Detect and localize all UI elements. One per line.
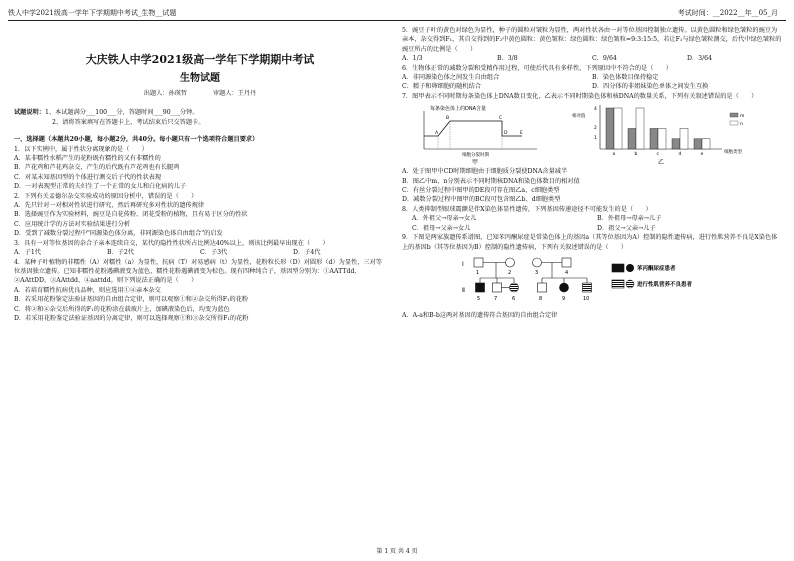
- question-stem: 2．下列有关孟德尔杂交实验成功的原因分析中，错误的是（ ）: [14, 192, 198, 200]
- setter: 出题人：孙瑛哲: [143, 90, 188, 97]
- bar-m-b: [628, 129, 636, 150]
- right-column: [402, 26, 782, 321]
- option: C．9/64: [592, 55, 617, 63]
- bar-n-d: [680, 129, 688, 150]
- option: A．先只针对一对相对性状进行研究，然后再研究多对性状的遗传规律: [14, 202, 205, 210]
- exam-subtitle: 生物试题: [180, 73, 220, 84]
- option: A．处于图甲中CD时期细胞由于细胞质分裂使DNA含量减半: [402, 168, 568, 176]
- generation-label-1: Ⅰ: [462, 260, 464, 268]
- figure-b-caption: 乙: [658, 159, 665, 166]
- figure-row: [402, 103, 782, 165]
- question-3: [14, 239, 386, 258]
- option: B．染色体数目保持稳定: [592, 74, 659, 82]
- exam-title: 大庆铁人中学2021级高一学年下学期期中考试: [85, 53, 315, 66]
- id-7: 7: [494, 295, 498, 302]
- option: D．祖父→父亲→儿子: [597, 224, 656, 232]
- x-tick-b: b: [634, 152, 638, 158]
- individual-6: [510, 283, 519, 292]
- option: A．外祖父→母亲→女儿: [412, 215, 477, 223]
- option: A．A-a和B-b这两对基因的遗传符合基因的自由组合定律: [402, 312, 558, 320]
- question-stem: 1．以下实例中，属于性状分离现象的是（ ）: [14, 145, 148, 153]
- question-9: [402, 233, 782, 321]
- option: B．芦花鸡和芦花鸡杂交，产生的后代既有芦花鸡也有长腿鸡: [14, 164, 180, 172]
- bar-n-c: [658, 129, 666, 150]
- legend-label-pku: 苯丙酮尿症患者: [637, 265, 676, 272]
- bar-m-a: [606, 108, 614, 149]
- question-4: [14, 258, 386, 324]
- question-stem: 9．下图是两家族遗传系谱图，已知苯丙酮尿症是常染色体上的基因a（其等位基因为A）控制的隐性遗传病，进行性肌营养不良是X染色体上的基因b（其等位基因为B）控制的隐性遗传病，下列有关叙述错误的是（ ）: [402, 234, 778, 251]
- id-4: 4: [565, 269, 569, 276]
- legend-label-n: n: [740, 122, 743, 128]
- figure-a-title: 每条染色体上的DNA含量: [430, 106, 487, 113]
- option-row: [402, 214, 782, 223]
- generation-label-2: Ⅱ: [462, 286, 465, 294]
- bar-n-b: [636, 108, 644, 149]
- option: B．若采用花粉鉴定法验证基因的自由组合定律，则可以观察①和②杂交所得F₁的花粉: [14, 296, 249, 304]
- id-8: 8: [539, 295, 543, 302]
- legend-label-dmd: 进行性肌营养不良患者: [637, 281, 693, 288]
- legend-swatch-m: [730, 113, 738, 117]
- point-label-c: C: [499, 116, 503, 122]
- option: C．对某未知基因型的个体进行测交后子代的性状表现: [14, 173, 162, 181]
- question-stem: 3．具有一对等位基因的杂合子亲本连续自交，某代的隐性性状所占比例达40%以上，则该比例最早出现在（ ）: [14, 239, 329, 247]
- id-9: 9: [562, 295, 566, 302]
- exam-notes: [14, 108, 386, 127]
- point-label-b: B: [446, 116, 450, 122]
- id-5: 5: [477, 295, 481, 302]
- page-footer: 第 1 页 共 4 页: [376, 548, 418, 555]
- legend-swatch-dmd-female: [626, 280, 634, 288]
- x-tick-c: c: [656, 152, 659, 158]
- figure-a-caption: 甲: [472, 159, 479, 166]
- notes-line1: 1、本试题满分___100___分，答题时间___90___分钟。: [44, 109, 199, 117]
- option-row: [402, 54, 782, 63]
- legend-swatch-pku-female: [626, 264, 634, 272]
- bar-m-c: [650, 129, 658, 150]
- figure-b-bar-chart: [572, 103, 772, 165]
- option: C．精子和卵细胞的随机结合: [402, 83, 481, 91]
- option: D．若采用花粉鉴定法验证基因的分离定律，则可以选择观察①和③杂交所得F₁的花粉: [14, 314, 249, 322]
- option-row: [402, 82, 782, 91]
- question-8: [402, 205, 782, 233]
- individual-5: [476, 283, 485, 292]
- x-tick-d: d: [678, 152, 682, 158]
- option-row: [402, 224, 782, 233]
- question-6: [402, 64, 782, 92]
- individual-4: [562, 258, 571, 267]
- option: A．1/3: [402, 55, 423, 63]
- figure-a-line-graph: [402, 103, 552, 165]
- figure-b-bars: [606, 108, 710, 157]
- individual-2: [506, 258, 515, 267]
- point-label-d: D: [504, 131, 508, 137]
- id-2: 2: [508, 269, 512, 276]
- question-stem: 5．豌豆子叶的黄色对绿色为显性，种子的圆粒对皱粒为显性，两对性状各由一对等位基因控制独立遗传。以黄色圆粒和绿色皱粒的豌豆为亲本，杂交得到F₁，其自交得到的F₂中黄色圆粒：黄色皱粒：绿色圆粒：绿色皱粒=9:3:15:5，若让F₁与绿色皱粒测交，后代中绿色皱粒的豌豆所占的比例是（ ）: [402, 27, 782, 53]
- option: D．3/64: [687, 55, 713, 63]
- legend-swatch-dmd: [612, 280, 624, 288]
- option: B．图乙中m、n分别表示不同时期核DNA和染色体数目的相对值: [402, 177, 580, 185]
- option: C．子3代: [200, 249, 228, 257]
- point-label-e: E: [520, 131, 523, 137]
- id-3: 3: [535, 269, 539, 276]
- bar-n-a: [614, 108, 622, 149]
- notes-line2: 2、请将答案填写在答题卡上，考试结束后只交答题卡。: [52, 118, 205, 126]
- individual-3: [533, 258, 542, 267]
- id-10: 10: [583, 295, 590, 302]
- option: D．减数分裂过程中图甲的BC段可包含图乙b、d细胞类型: [402, 196, 561, 204]
- individual-10: [583, 283, 592, 292]
- option: D．一对表现型正常的夫妇生了一个正常的女儿和白化病的儿子: [14, 183, 187, 191]
- option: C．应用统计学的方法对实验结果进行分析: [14, 220, 131, 228]
- option: B．外祖母→母亲→儿子: [597, 215, 662, 223]
- question-stem: 8．人类抑制型眼球震颤是伴X染色体显性遗传，下列基因传递途径不可能发生的是（ ）: [402, 205, 652, 213]
- option-row: [14, 248, 386, 257]
- question-stem: 7．图甲表示不同时期每条染色体上DNA数目变化，乙表示不同时期染色体和核DNA的数量关系，下列有关叙述错误的是（ ）: [402, 92, 758, 100]
- individual-8: [538, 283, 547, 292]
- figure-b-ylabel: 相对值: [572, 114, 586, 120]
- pedigree-chart: [402, 254, 782, 306]
- exam-meta: [14, 89, 386, 98]
- option: A．若培育糯性抗病优良品种，则应选用①④亲本杂交: [14, 286, 161, 294]
- y-tick-4: 4: [594, 107, 597, 113]
- option: A．子1代: [14, 249, 41, 257]
- question-7: [402, 92, 782, 205]
- legend-label-m: m: [740, 114, 745, 120]
- question-1: [14, 145, 386, 192]
- reviewer: 审题人：王丹丹: [212, 90, 257, 97]
- section-heading: 一、选择题（本题共20小题，每小题2分，共40分。每小题只有一个选项符合题目要求）: [14, 136, 259, 144]
- option: B．选择豌豆作为实验材料，豌豆是自花传粉、闭花受粉的植物，且有易于区分的性状: [14, 211, 248, 219]
- y-tick-2: 2: [594, 126, 597, 132]
- option: D．受到了减数分裂过程中"同源染色体分离，非同源染色体自由组合"的启发: [14, 230, 223, 238]
- option-row: [402, 73, 782, 82]
- option: D．四分体的非姐妹染色单体之间发生互换: [592, 83, 709, 91]
- individual-7: [493, 283, 502, 292]
- notes-label: 试题说明：: [14, 109, 45, 117]
- legend-swatch-pku: [612, 264, 624, 272]
- option: D．子4代: [293, 249, 321, 257]
- x-tick-a: a: [612, 152, 616, 158]
- individual-9: [560, 283, 569, 292]
- figure-b-xlabel: 细胞类型: [724, 150, 742, 156]
- page-header: [8, 6, 786, 21]
- option: C．有丝分裂过程中图甲的DE段可存在图乙a、c细胞类型: [402, 187, 560, 195]
- point-label-a: A: [435, 131, 439, 137]
- question-stem: 6．生物体正常的减数分裂和受精作用过程，可使后代具有多样性，下列原因中不符合的是（ ）: [402, 64, 672, 72]
- y-tick-1: 1: [594, 136, 597, 142]
- option: B．子2代: [107, 249, 135, 257]
- question-stem: 4．某种子叶植物的非糯性（A）对糯性（a）为显性，抗病（T）对易感病（t）为显性，花粉粒长形（D）对圆形（d）为显性，三对等位基因独立遗传。已知非糯性花粉遇碘液变为蓝色，糯性花粉遇碘液变为棕色。现有四种纯合子，基因型分别为：①AATTdd、②AAttDD、③AAttdd、④aattdd。则下列说法正确的是（ ）: [14, 258, 382, 285]
- option: B．3/8: [497, 55, 518, 63]
- question-5: [402, 26, 782, 64]
- option: C．祖母→父亲→女儿: [412, 224, 471, 232]
- header-left: 铁人中学2021级高一学年下学期期中考试_生物__试题: [8, 9, 177, 17]
- option: A．非同源染色体之间发生自由组合: [402, 74, 500, 82]
- individual-1: [474, 258, 483, 267]
- figure-a-xlabel: 细胞分裂时期: [462, 153, 489, 159]
- legend-swatch-n: [730, 121, 738, 125]
- question-2: [14, 192, 386, 239]
- bar-m-e: [694, 139, 702, 149]
- left-column: [14, 26, 386, 323]
- header-right: 考试时间：__2022__年__05_月: [677, 9, 778, 17]
- id-1: 1: [476, 269, 480, 276]
- bar-n-e: [702, 139, 710, 149]
- x-tick-e: e: [700, 152, 704, 158]
- option: C．将②和④杂交后所得的F₁的花粉涂在载玻片上，加碘液染色后，均变为蓝色: [14, 305, 230, 313]
- id-6: 6: [512, 295, 516, 302]
- option: A．某非糯性水稻产生的花粉既有糯性的又有非糯性的: [14, 155, 161, 163]
- bar-m-d: [672, 139, 680, 149]
